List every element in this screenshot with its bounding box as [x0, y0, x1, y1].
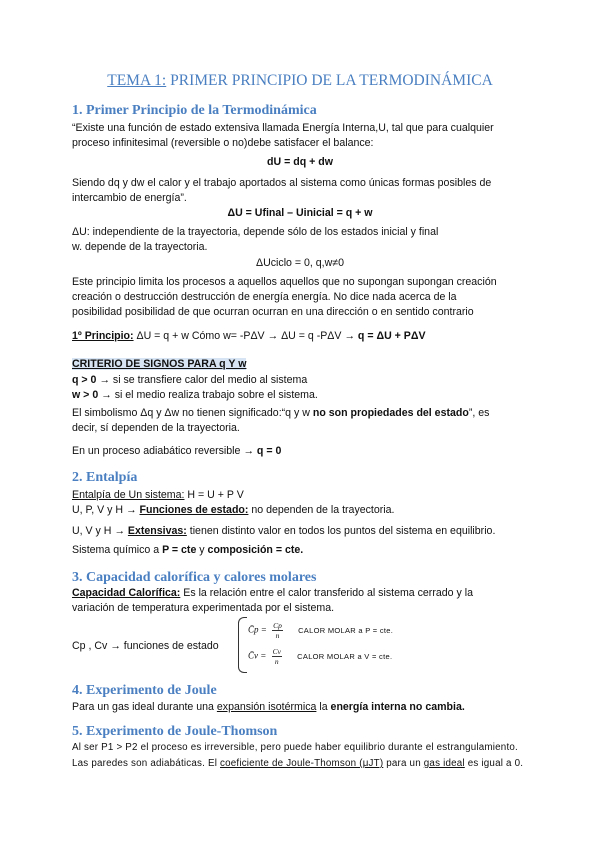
enthalpy-formula: H = U + P V [184, 489, 244, 501]
heat-capacity-label: Capacidad Calorífica: [72, 587, 181, 599]
sign-criteria-heading: CRITERIO DE SIGNOS PARA q Y w [72, 358, 247, 370]
s1-p2-line1: Siendo dq y dw el calor y el trabajo aportados al sistema como únicas formas posibles de [72, 177, 492, 189]
formula-cp-den: n [275, 631, 280, 640]
jt-line2 [72, 757, 523, 771]
jt-ideal-gas: gas ideal [423, 758, 465, 769]
enthalpy-def [72, 488, 244, 502]
formula-cp-fraction [272, 621, 283, 640]
molar-heat-formula [238, 617, 398, 673]
enthalpy-label: Entalpía de Un sistema: [72, 489, 185, 501]
formula-cp [248, 621, 393, 640]
cp-cv-line: Cp , Cv → funciones de estado [72, 640, 219, 652]
extensive-text: tienen distinto valor en todos los puntos del sistema en equilibrio. [186, 525, 496, 537]
jt-text-c: es igual a 0. [464, 758, 524, 769]
criterion-q-text: → si se transfiere calor del medio al sistema [96, 374, 308, 386]
s1-p4-line3: posibilidad posibilidad de que ocurran ocurran en una dirección o en sentido contrario [72, 306, 474, 318]
sign-criteria-heading-line [72, 357, 246, 371]
s1-p1-line2: proceso infinitesimal (reversible o no)debe satisfacer el balance: [72, 137, 374, 149]
extensive-label: Extensivas: [127, 525, 187, 537]
joule-isothermal: expansión isotérmica [216, 701, 317, 713]
formula-cv-lhs: C̄v = [248, 650, 267, 661]
first-principle-text: ΔU = q + w Cómo w= -PΔV → ΔU = q -PΔV → [133, 330, 358, 342]
heat-capacity-text: Es la relación entre el calor transferido al sistema cerrado y la [180, 587, 473, 599]
joule-text-a: Para un gas ideal durante una [72, 701, 217, 713]
adiabatic-text: En un proceso adiabático reversible → [72, 445, 257, 457]
s1-p3-line1: ΔU: independiente de la trayectoria, depende sólo de los estados inicial y final [72, 226, 439, 238]
formula-cp-lhs: C̄p = [248, 624, 267, 635]
s1-p1-line1: “Existe una función de estado extensiva llamada Energía Interna,U, tal que para cualquier [72, 122, 494, 134]
heat-capacity-line1 [72, 586, 473, 600]
adiabatic-result: q = 0 [256, 445, 282, 457]
formula-cv-num: Cv [272, 647, 281, 656]
equation-du: dU = dq + dw [267, 156, 333, 168]
joule-text-b: la [316, 701, 331, 713]
title-text: PRIMER PRINCIPIO DE LA TERMODINÁMICA [166, 72, 493, 89]
chemical-system-text: Sistema químico a [72, 544, 163, 556]
heat-capacity-line2: variación de temperatura experimentada por el sistema. [72, 602, 335, 614]
criterion-w-text: → si el medio realiza trabajo sobre el sistema. [98, 389, 318, 401]
first-principle-result: q = ΔU + PΔV [357, 330, 426, 342]
section-2-heading: 2. Entalpía [72, 470, 138, 485]
criterion-q-cond: q > 0 [72, 374, 97, 386]
jt-line1: Al ser P1 > P2 el proceso es irreversible, pero puede haber equilibrio durante el estrangulamiento. [72, 742, 518, 753]
formula-cv-text: CALOR MOLAR a V = cte. [297, 651, 393, 661]
chemical-system-and: y [196, 544, 208, 556]
chemical-system-comp: composición = cte. [207, 544, 304, 556]
section-5-heading: 5. Experimento de Joule-Thomson [72, 724, 278, 739]
criterion-w [72, 388, 318, 402]
extensive-vars: U, V y H → [72, 525, 128, 537]
section-4-heading: 4. Experimento de Joule [72, 683, 217, 698]
state-functions-text: no dependen de la trayectoria. [248, 504, 395, 516]
symbolism-text-c: ”, es [468, 407, 490, 419]
adiabatic-line [72, 444, 281, 458]
symbolism-line1 [72, 406, 489, 420]
criterion-q [72, 373, 307, 387]
jt-text-b: para un [383, 758, 424, 769]
chemical-system-line [72, 543, 303, 557]
formula-cv-fraction [272, 647, 282, 666]
jt-coefficient: coeficiente de Joule-Thomson (μJT) [220, 758, 384, 769]
section-3-heading: 3. Capacidad calorífica y calores molares [72, 570, 317, 585]
formula-cp-num: Cp [273, 621, 282, 630]
first-principle-line [72, 329, 426, 343]
state-functions-vars: U, P, V y H → [72, 504, 140, 516]
formula-cv [248, 647, 392, 666]
state-functions-label: Funciones de estado: [139, 504, 249, 516]
chemical-system-p: P = cte [162, 544, 197, 556]
joule-line [72, 700, 465, 714]
equation-delta-u: ΔU = Ufinal – Uinicial = q + w [227, 207, 373, 219]
s1-p2-line2: intercambio de energía”. [72, 192, 187, 204]
symbolism-bold: no son propiedades del estado [312, 407, 469, 419]
joule-result: energía interna no cambia. [330, 701, 465, 713]
state-functions-line [72, 503, 394, 517]
symbolism-line2: decir, sí dependen de la trayectoria. [72, 422, 240, 434]
first-principle-label: 1º Principio: [72, 330, 134, 342]
formula-cv-den: n [274, 657, 279, 666]
page-title [0, 72, 600, 90]
s1-p3-line2: w. depende de la trayectoria. [72, 241, 208, 253]
s1-p4-line1: Este principio limita los procesos a aquellos aquellos que no supongan supongan creación [72, 276, 497, 288]
criterion-w-cond: w > 0 [72, 389, 99, 401]
symbolism-text-a: El simbolismo Δq y Δw no tienen significado:“q y w [72, 407, 313, 419]
equation-cycle: ΔUciclo = 0, q,w≠0 [256, 257, 344, 269]
jt-text-a: Las paredes son adiabáticas. El [72, 758, 221, 769]
section-1-heading: 1. Primer Principio de la Termodinámica [72, 103, 317, 118]
extensive-line [72, 524, 495, 538]
formula-cp-text: CALOR MOLAR a P = cte. [298, 625, 394, 635]
formula-brace [238, 617, 247, 673]
title-prefix: TEMA 1: [107, 72, 167, 89]
s1-p4-line2: creación o destrucción destrucción de energía energía. No dice nada acerca de la [72, 291, 457, 303]
